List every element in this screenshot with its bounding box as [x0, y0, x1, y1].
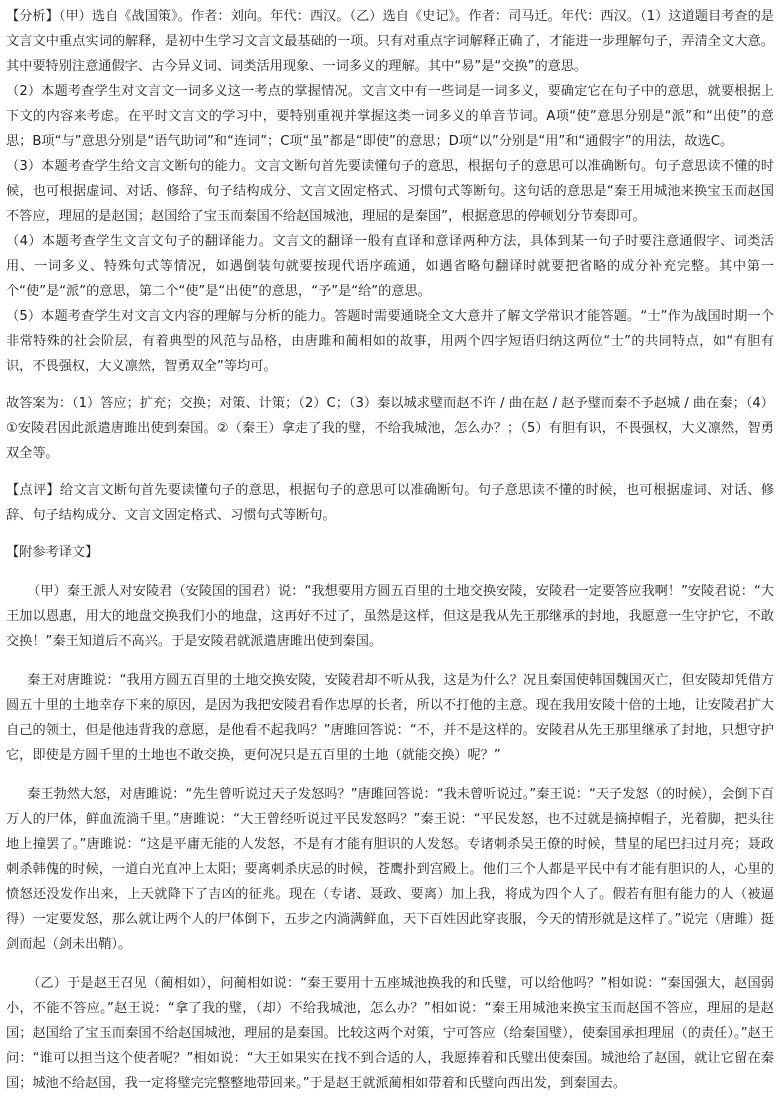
analysis-point-5: （5）本题考查学生对文言文内容的理解与分析的能力。答题时需要通晓全文大意并了解文学常识才能答题。“士”作为战国时期一个非常特殊的社会阶层，有着典型的风范与品格，由唐雎和蔺相如的故事，用两个四字短语归纳这两位“士”的共同特点，如“有胆有识，不畏强权，大义凛然，智勇双全”等均可。: [6, 309, 774, 374]
analysis-point-4: （4）本题考查学生文言文句子的翻译能力。文言文的翻译一般有直译和意译两种方法，具体到某一句子时要注意通假字、词类活用、一词多义、特殊句式等情况，如遇倒装句就要按现代语序疏通，如遇省略句翻译时就要把省略的成分补充完整。其中第一个“使”是“派”的意思，第二个“使”是“出使”的意思，“予”是“给”的意思。: [6, 234, 774, 299]
translation-paragraph-1: （甲）秦王派人对安陵君（安陵国的国君）说：“我想要用方圆五百里的土地交换安陵，安陵君一定要答应我啊！”安陵君说：“大王加以恩惠，用大的地盘交换我们小的地盘，这再好不过了，虽然是这样，但这是我从先王那继承的封地，我愿意一生守护它，不敢交换！”秦王知道后不高兴。于是安陵君就派遣唐雎出使到秦国。: [6, 584, 774, 649]
analysis-heading: 【分析】: [6, 9, 59, 24]
comment-block: [6, 478, 774, 528]
translation-paragraph-2: 秦王对唐雎说：“我用方圆五百里的土地交换安陵，安陵君却不听从我，这是为什么？况且秦国使韩国魏国灭亡，但安陵却凭借方圆五十里的土地幸存下来的原因，是因为我把安陵君看作忠厚的长者，所以不打他的主意。现在我用安陵十倍的土地，让安陵君扩大自己的领土，但是他违背我的意愿，是他看不起我吗？”唐雎回答说：“不，并不是这样的。安陵君从先王那里继承了封地，只想守护它，即使是方圆千里的土地也不敢交换，更何况只是五百里的土地（就能交换）呢？”: [6, 673, 774, 763]
translation-heading: 【附参考译文】: [6, 545, 99, 560]
analysis-intro: [6, 4, 774, 79]
analysis-intro-text: （甲）选自《战国策》。作者：刘向。年代：西汉。（乙）选自《史记》。作者：司马迁。年代：西汉。（1）这道题目考查的是文言文中重点实词的解释，是初中生学习文言文最基础的一项。只有对重点字词解释正确了，才能进一步理解句子，弄清全文大意。其中要特别注意通假字、古今异义词、词类活用现象、一词多义的理解。其中“易”是“交换”的意思。: [6, 9, 774, 74]
analysis-point-2: （2）本题考查学生对文言文一词多义这一考点的掌握情况。文言文中有一些词是一词多义，要确定它在句子中的意思，就要根据上下文的内容来考虑。在平时文言文的学习中，要特别重视并掌握这类一词多义的单音节词。A项“使”意思分别是“派”和“出使”的意思；B项“与”意思分别是“语气助词”和“连词”；C项“虽”都是“即使”的意思；D项“以”分别是“用”和“通假字”的用法，故选C。: [6, 84, 774, 149]
translation-paragraph-3: 秦王勃然大怒，对唐雎说：“先生曾听说过天子发怒吗？”唐雎回答说：“我未曾听说过。”秦王说：“天子发怒（的时候），会倒下百万人的尸体，鲜血流淌千里。”唐雎说：“大王曾经听说过平民发怒吗？”秦王说：“平民发怒，也不过就是摘掉帽子，光着脚，把头往地上撞罢了。”唐雎说：“这是平庸无能的人发怒，不是有才能有胆识的人发怒。专诸刺杀吴王僚的时候，彗星的尾巴扫过月亮；聂政刺杀韩傀的时候，一道白光直冲上太阳；要离刺杀庆忌的时候，苍鹰扑到宫殿上。他们三个人都是平民中有才能有胆识的人，心里的愤怒还没发作出来，上天就降下了吉凶的征兆。现在（专诸、聂政、要离）加上我，将成为四个人了。假若有胆有能力的人（被逼得）一定要发怒，那么就让两个人的尸体倒下，五步之内淌满鲜血，天下百姓因此穿丧服，今天的情形就是这样了。”说完（唐雎）挺剑而起（剑未出鞘）。: [6, 787, 774, 952]
answer-summary: 故答案为：（1）答应；扩充；交换；对策、计策；（2）C；（3）秦以城求璧而赵不许 / 曲在赵 / 赵予璧而秦不予赵城 / 曲在秦；（4）①安陵君因此派遣唐雎出使到秦国。②（秦王）拿走了我的璧，不给我城池，怎么办？；（5）有胆有识，不畏强权，大义凛然，智勇双全等。: [6, 396, 774, 461]
analysis-point-3: （3）本题考查学生给文言文断句的能力。文言文断句首先要读懂句子的意思，根据句子的意思可以准确断句。句子意思读不懂的时候，也可根据虚词、对话、修辞、句子结构成分、文言文固定格式、习惯句式等断句。这句话的意思是“秦王用城池来换宝玉而赵国不答应，理屈的是赵国；赵国给了宝玉而秦国不给赵国城池，理屈的是秦国”，根据意思的停顿划分节奏即可。: [6, 159, 774, 224]
comment-heading: 【点评】: [6, 483, 60, 498]
translation-paragraph-4: （乙）于是赵王召见（蔺相如），问蔺相如说：“秦王要用十五座城池换我的和氏璧，可以给他吗？”相如说：“秦国强大，赵国弱小，不能不答应。”赵王说：“拿了我的璧，（却）不给我城池，怎么办？”相如说：“秦王用城池来换宝玉而赵国不答应，理屈的是赵国；赵国给了宝玉而秦国不给赵国城池，理屈的是秦国。比较这两个对策，宁可答应（给秦国璧），使秦国承担理屈（的责任）。”赵王问：“谁可以担当这个使者呢？”相如说：“大王如果实在找不到合适的人，我愿捧着和氏璧出使秦国。城池给了赵国，就让它留在秦国；城池不给赵国，我一定将璧完完整整地带回来。”于是赵王就派蔺相如带着和氏璧向西出发，到秦国去。: [6, 976, 774, 1091]
document: [6, 4, 774, 1096]
comment-text: 给文言文断句首先要读懂句子的意思，根据句子的意思可以准确断句。句子意思读不懂的时候，也可根据虚词、对话、修辞、句子结构成分、文言文固定格式、习惯句式等断句。: [6, 483, 775, 523]
